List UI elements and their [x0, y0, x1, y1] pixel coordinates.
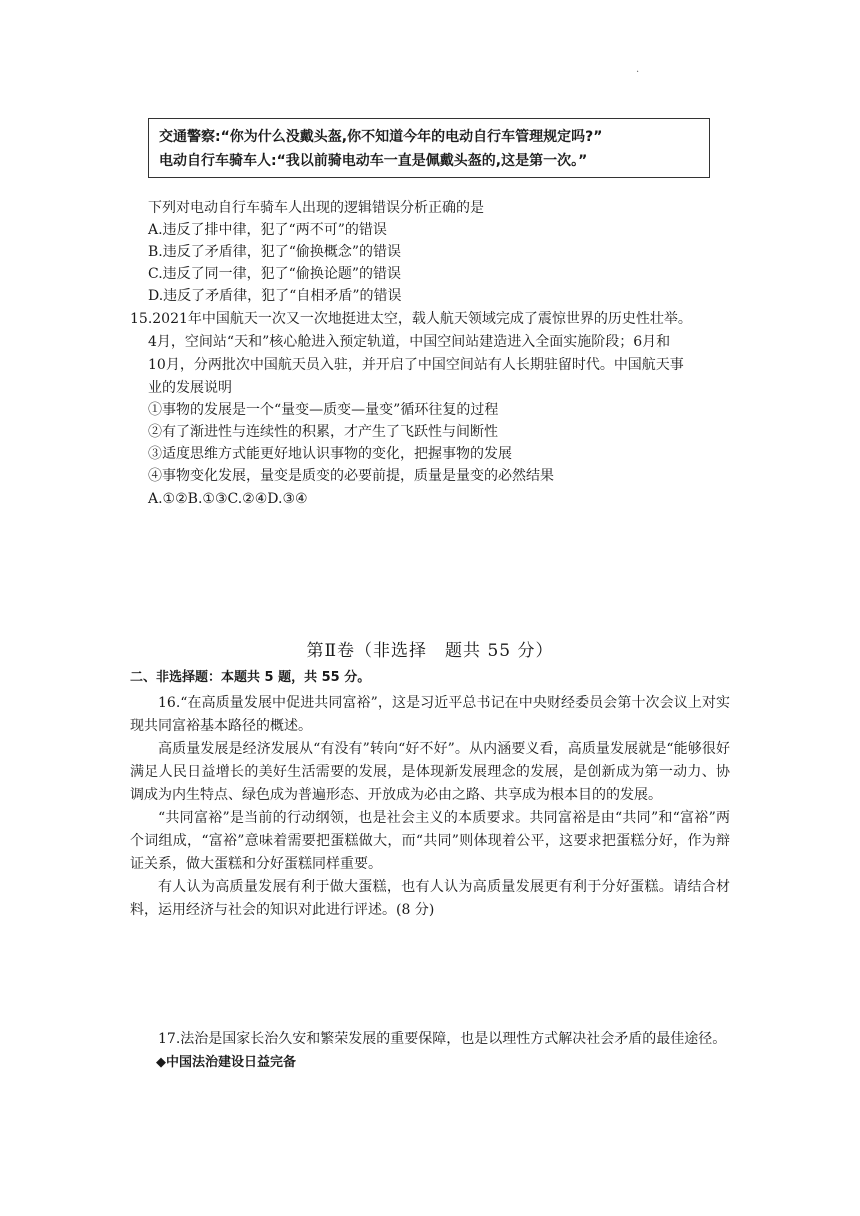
q16-material-1: 高质量发展是经济发展从“有没有”转向“好不好”。从内涵要义看，高质量发展就是“能够很好满足人民日益增长的美好生活需要的发展，是体现新发展理念的发展，是创新成为第一动力、协调成为内生特点、绿色成为普遍形态、开放成为必由之路、共享成为根本目的的发展。	[130, 741, 730, 803]
q15-stem-line-1: 15.2021年中国航天一次又一次地挺进太空，载人航天领域完成了震惊世界的历史性壮举。	[130, 311, 692, 327]
q14-option-a: A.违反了排中律，犯了“两不可”的错误	[148, 222, 387, 238]
q17-subheading: ◆中国法治建设日益完备	[156, 1055, 296, 1070]
q14-option-c: C.违反了同一律，犯了“偷换论题”的错误	[148, 266, 401, 282]
q17-block	[130, 1028, 730, 1074]
dialog-line-police: 交通警察:“你为什么没戴头盔,你不知道今年的电动自行车管理规定吗?”	[159, 129, 603, 145]
section-heading: 二、非选择题：本题共 5 题，共 55 分。	[130, 670, 371, 685]
q14-stem: 下列对电动自行车骑车人出现的逻辑错误分析正确的是	[148, 200, 484, 216]
q15-stem-line-2: 4月，空间站“天和”核心舱进入预定轨道，中国空间站建造进入全面实施阶段；6月和	[148, 334, 671, 350]
q14-option-b: B.违反了矛盾律，犯了“偷换概念”的错误	[148, 244, 402, 260]
page-mark: .	[636, 64, 640, 75]
dialog-box	[148, 118, 710, 178]
dialog-line-rider: 电动自行车骑车人:“我以前骑电动车一直是佩戴头盔的,这是第一次。”	[159, 153, 588, 169]
q15-options: A.①②B.①③C.②④D.③④	[148, 491, 308, 507]
q16-question: 有人认为高质量发展有利于做大蛋糕，也有人认为高质量发展更有利于分好蛋糕。请结合材料，运用经济与社会的知识对此进行评述。(8 分)	[130, 879, 730, 918]
q15-stem-line-4: 业的发展说明	[148, 380, 232, 396]
q17-intro: 17.法治是国家长治久安和繁荣发展的重要保障，也是以理性方式解决社会矛盾的最佳途径。	[158, 1031, 727, 1047]
q15-statement-4: ④事物变化发展，量变是质变的必要前提，质量是量变的必然结果	[148, 468, 554, 484]
part2-title: 第Ⅱ卷（非选择 题共 55 分）	[306, 641, 554, 661]
q14-option-d: D.违反了矛盾律，犯了“自相矛盾”的错误	[148, 288, 402, 304]
q15-statement-1: ①事物的发展是一个“量变—质变—量变”循环往复的过程	[148, 402, 499, 418]
q16-intro: 16.“在高质量发展中促进共同富裕”，这是习近平总书记在中央财经委员会第十次会议上对实现共同富裕基本路径的概述。	[130, 695, 730, 734]
q16-block	[130, 692, 730, 922]
q15-statement-2: ②有了渐进性与连续性的积累，才产生了飞跃性与间断性	[148, 424, 498, 440]
q15-stem-line-3: 10月，分两批次中国航天员入驻，并开启了中国空间站有人长期驻留时代。中国航天事	[148, 357, 684, 373]
q15-statement-3: ③适度思维方式能更好地认识事物的变化，把握事物的发展	[148, 446, 512, 462]
q16-material-2: “共同富裕”是当前的行动纲领，也是社会主义的本质要求。共同富裕是由“共同”和“富裕”两个词组成，“富裕”意味着需要把蛋糕做大，而“共同”则体现着公平，这要求把蛋糕分好，作为辩证关系，做大蛋糕和分好蛋糕同样重要。	[130, 810, 730, 872]
